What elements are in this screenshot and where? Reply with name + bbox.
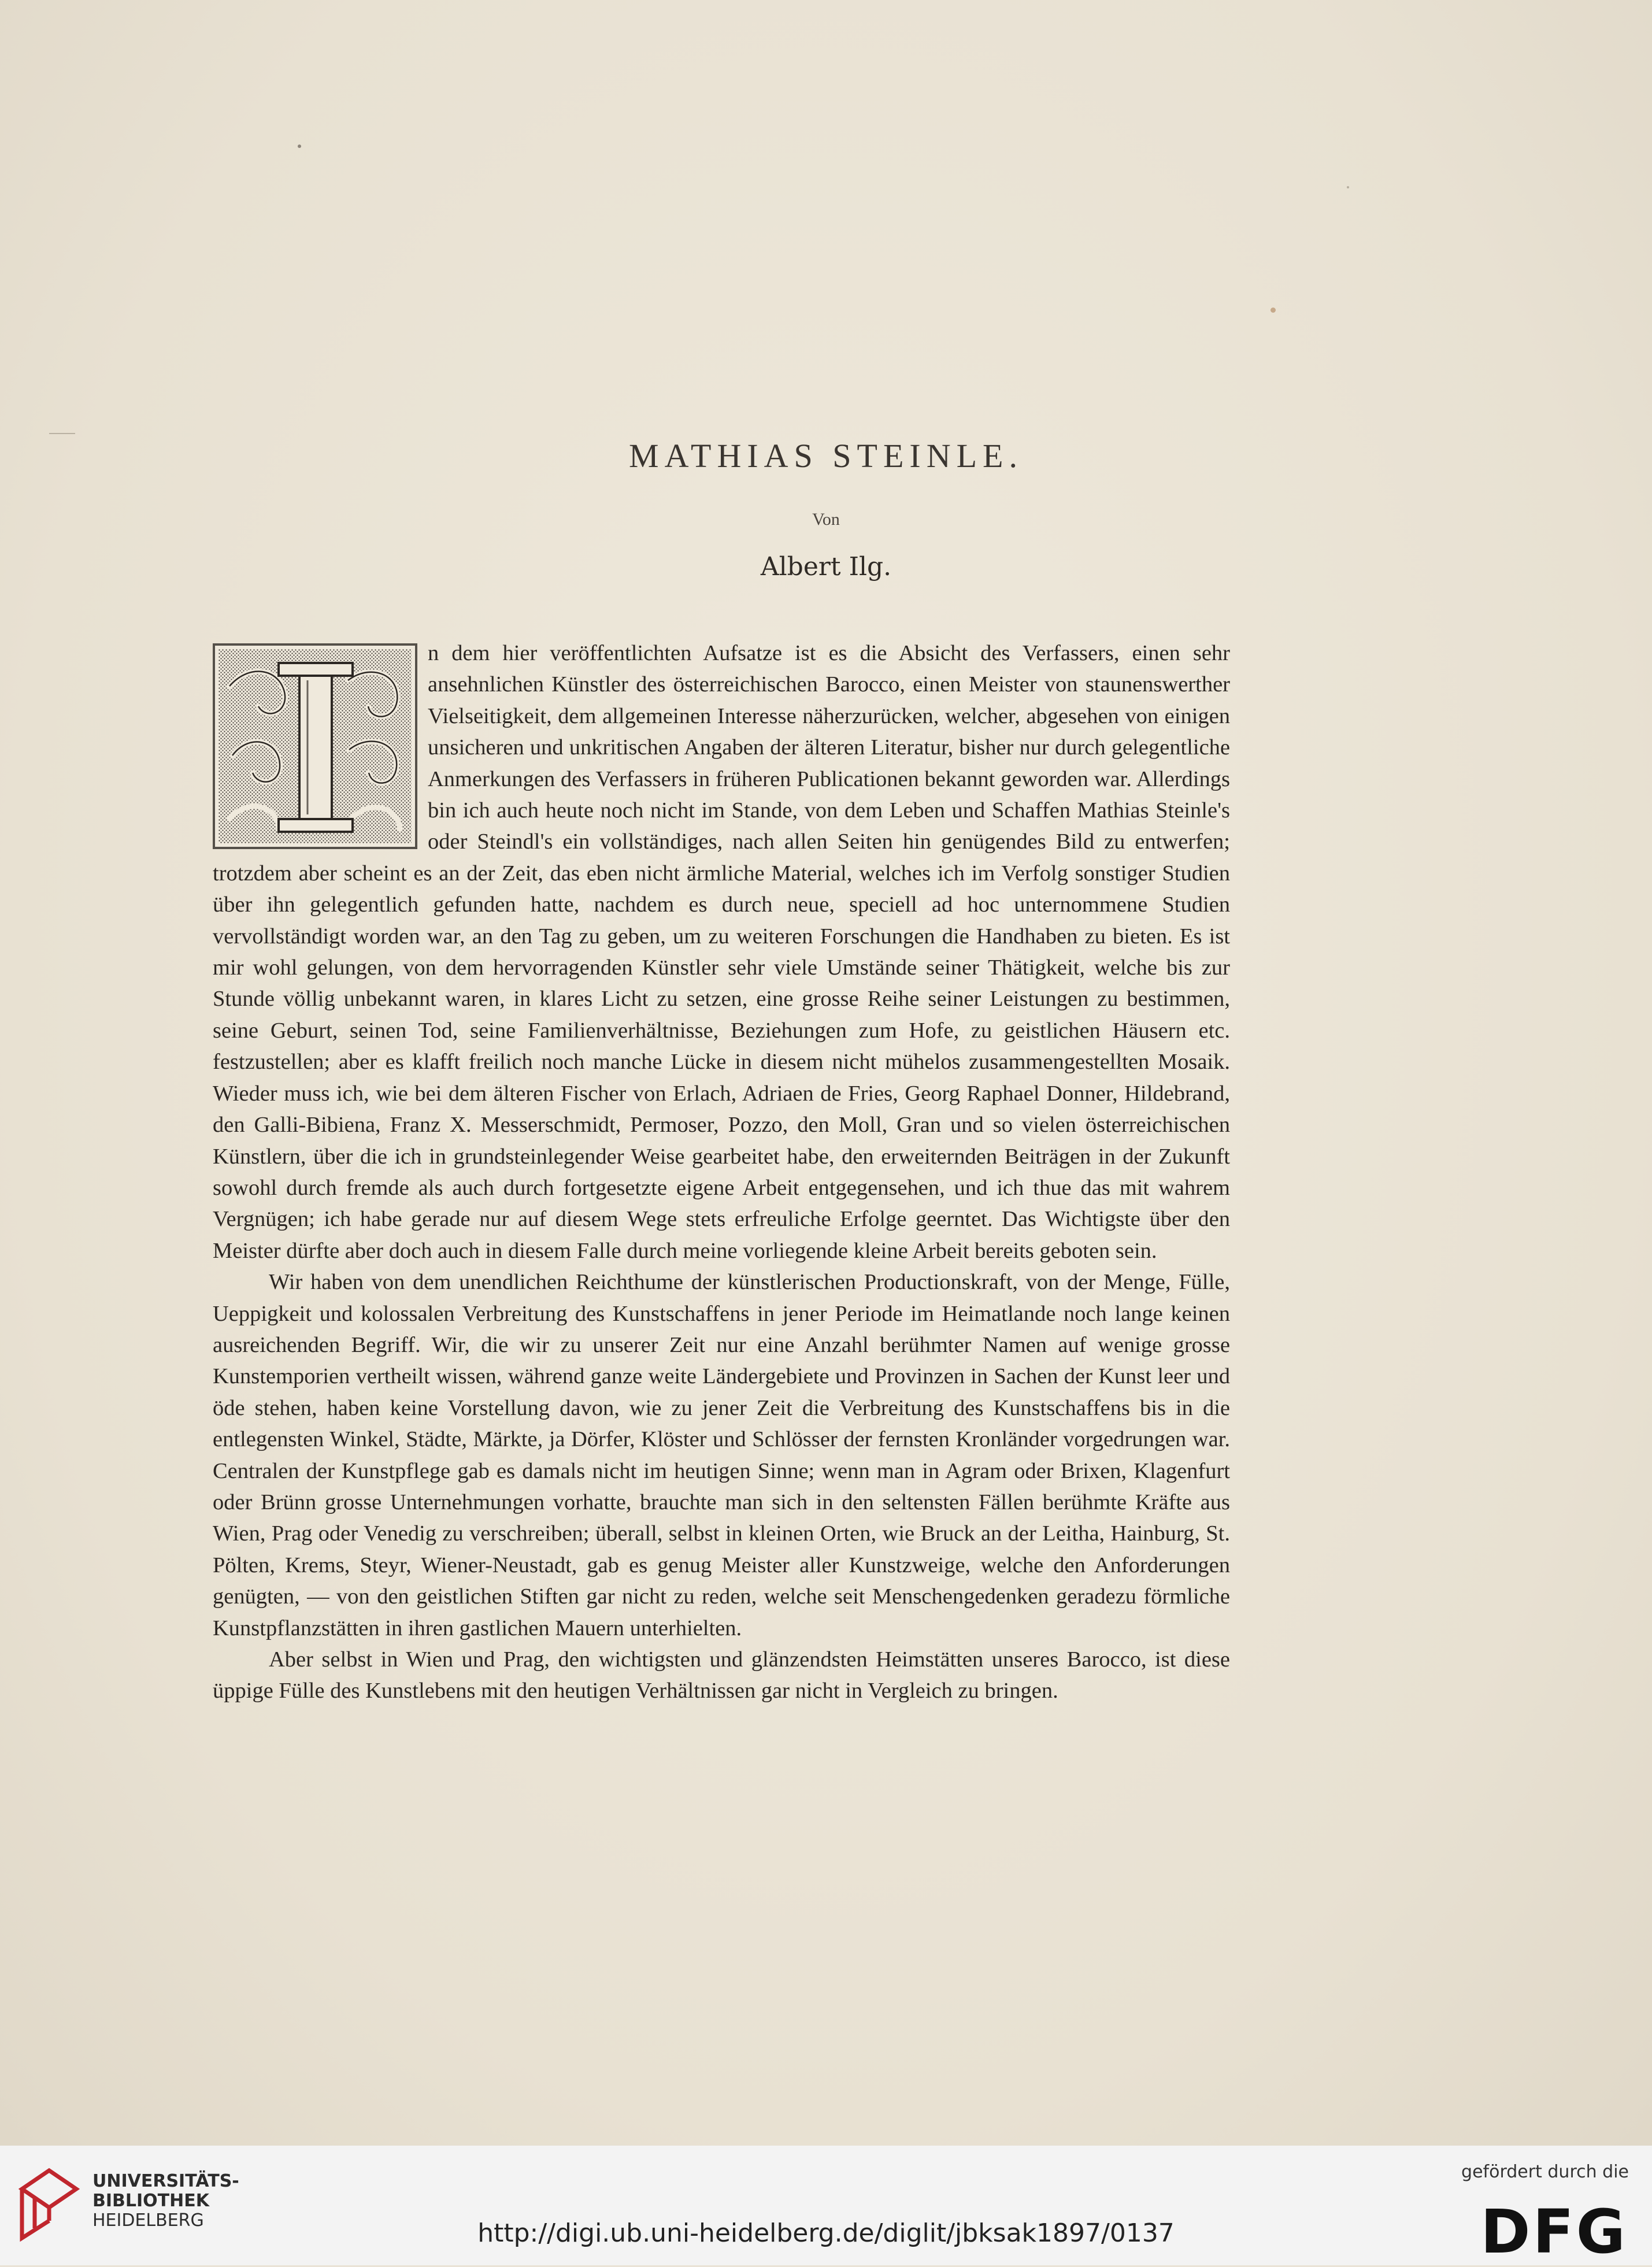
dust-speck <box>298 145 301 148</box>
paragraph: Wir haben von dem unendlichen Reichthume der künstlerischen Productionskraft, von der Menge, Fülle, Ueppigkeit und kolossalen Verbreitung des Kunstschaffens in jener Periode im Heimatlande noch lange keinen ausreichenden Begriff. Wir, die wir zu unserer Zeit nur eine Anzahl berühmter Namen auf wenige grosse Kunstemporien vertheilt wissen, während ganze weite Ländergebiete und Provinzen in Sachen der Kunst leer und öde stehen, haben keine Vorstellung davon, wie zu jener Zeit die Verbreitung des Kunstschaffens bis in die entlegensten Winkel, Städte, Märkte, ja Dörfer, Klöster und Schlösser der fernsten Kronländer vorgedrungen war. Centralen der Kunstpflege gab es damals nicht im heutigen Sinne; wenn man in Agram oder Brixen, Klagenfurt oder Brünn grosse Unternehmungen vorhatte, brauchte man sich in den seltensten Fällen berühmte Kräfte aus Wien, Prag oder Venedig zu verschreiben; überall, selbst in kleinen Orten, wie Bruck an der Leitha, Hainburg, St. Pölten, Krems, Steyr, Wiener-Neustadt, gab es genug Meister aller Kunstzweige, welche den Anforderungen genügten, — von den geistlichen Stiften gar nicht zu reden, welche seit Menschengedenken geradezu förmliche Kunstpflanzstätten in ihren gastlichen Mauern unterhielten. <box>213 1270 1230 1640</box>
library-name-line: UNIVERSITÄTS- <box>92 2171 239 2191</box>
library-name-line: BIBLIOTHEK <box>92 2191 209 2211</box>
author-name: Albert Ilg. <box>760 552 892 581</box>
article-body <box>213 638 1230 1707</box>
ornamental-initial-icon <box>213 643 417 849</box>
paragraph: Aber selbst in Wien und Prag, den wichtigsten und glänzendsten Heimstätten unseres Barocco, ist diese üppige Fülle des Kunstlebens mit den heutigen Verhältnissen gar nicht in Vergleich zu bringen. <box>213 1647 1230 1703</box>
funding-label: gefördert durch die <box>1461 2162 1629 2182</box>
byline-prefix: Von <box>812 510 840 529</box>
dfg-logo: DFG <box>1480 2196 1628 2267</box>
paragraph <box>213 638 1230 1266</box>
library-name-line: HEIDELBERG <box>92 2210 204 2231</box>
dust-speck <box>1347 186 1349 188</box>
article-title: MATHIAS STEINLE. <box>629 437 1023 475</box>
edge-mark <box>49 433 75 434</box>
paragraph-text: n dem hier veröffentlichten Aufsatze ist es die Absicht des Verfassers, einen sehr ansehnlichen Künstler des österreichischen Barocco, einen Meister von staunenswerther Vielseitigkeit, dem allgemeinen Interesse näherzurücken, welcher, abgesehen von einigen unsicheren und unkritischen Angaben der älteren Literatur, bisher nur durch gelegentliche Anmerkungen des Verfassers in früheren Publicationen bekannt geworden war. Allerdings bin ich auch heute noch nicht im Stande, von dem Leben und Schaffen Mathias Steinle's oder Steindl's ein vollständiges, nach allen Seiten hin genügendes Bild zu entwerfen; trotzdem aber scheint es an der Zeit, das eben nicht ärmliche Material, welches ich im Verfolg sonstiger Studien über ihn gelegentlich gefunden hatte, nachdem es durch neue, speciell ad hoc unternommene Studien vervollständigt worden war, an den Tag zu geben, um zu weiteren Forschungen die Handhaben zu bieten. Es ist mir wohl gelungen, von dem hervorragenden Künstler sehr viele Umstände seiner Thätigkeit, welche bis zur Stunde völlig unbekannt waren, in klares Licht zu setzen, eine grosse Reihe seiner Leistungen zu bestimmen, seine Geburt, seinen Tod, seine Familienverhältnisse, Beziehungen zum Hofe, zu geistlichen Häusern etc. festzustellen; aber es klafft freilich noch manche Lücke in diesem nicht mühelos zusammengestellten Mosaik. Wieder muss ich, wie bei dem älteren Fischer von Erlach, Adriaen de Fries, Georg Raphael Donner, Hildebrand, den Galli-Bibiena, Franz X. Messerschmidt, Permoser, Pozzo, den Moll, Gran und so vielen österreichischen Künstlern, über die ich in grundsteinlegender Weise gearbeitet habe, den erweiternden Beiträgen in der Zukunft sowohl durch fremde als auch durch fortgesetzte eigene Arbeit entgegensehen, und ich thue das mit wahrem Vergnügen; ich habe gerade nur auf diesem Wege stets erfreuliche Erfolge geerntet. Das Wichtigste über den Meister dürfte aber doch auch in diesem Falle durch meine vorliegende kleine Arbeit bereits geboten sein. <box>213 641 1230 1263</box>
dust-speck <box>1271 308 1276 313</box>
permalink-url[interactable]: http://digi.ub.uni-heidelberg.de/diglit/jbksak1897/0137 <box>477 2218 1175 2248</box>
